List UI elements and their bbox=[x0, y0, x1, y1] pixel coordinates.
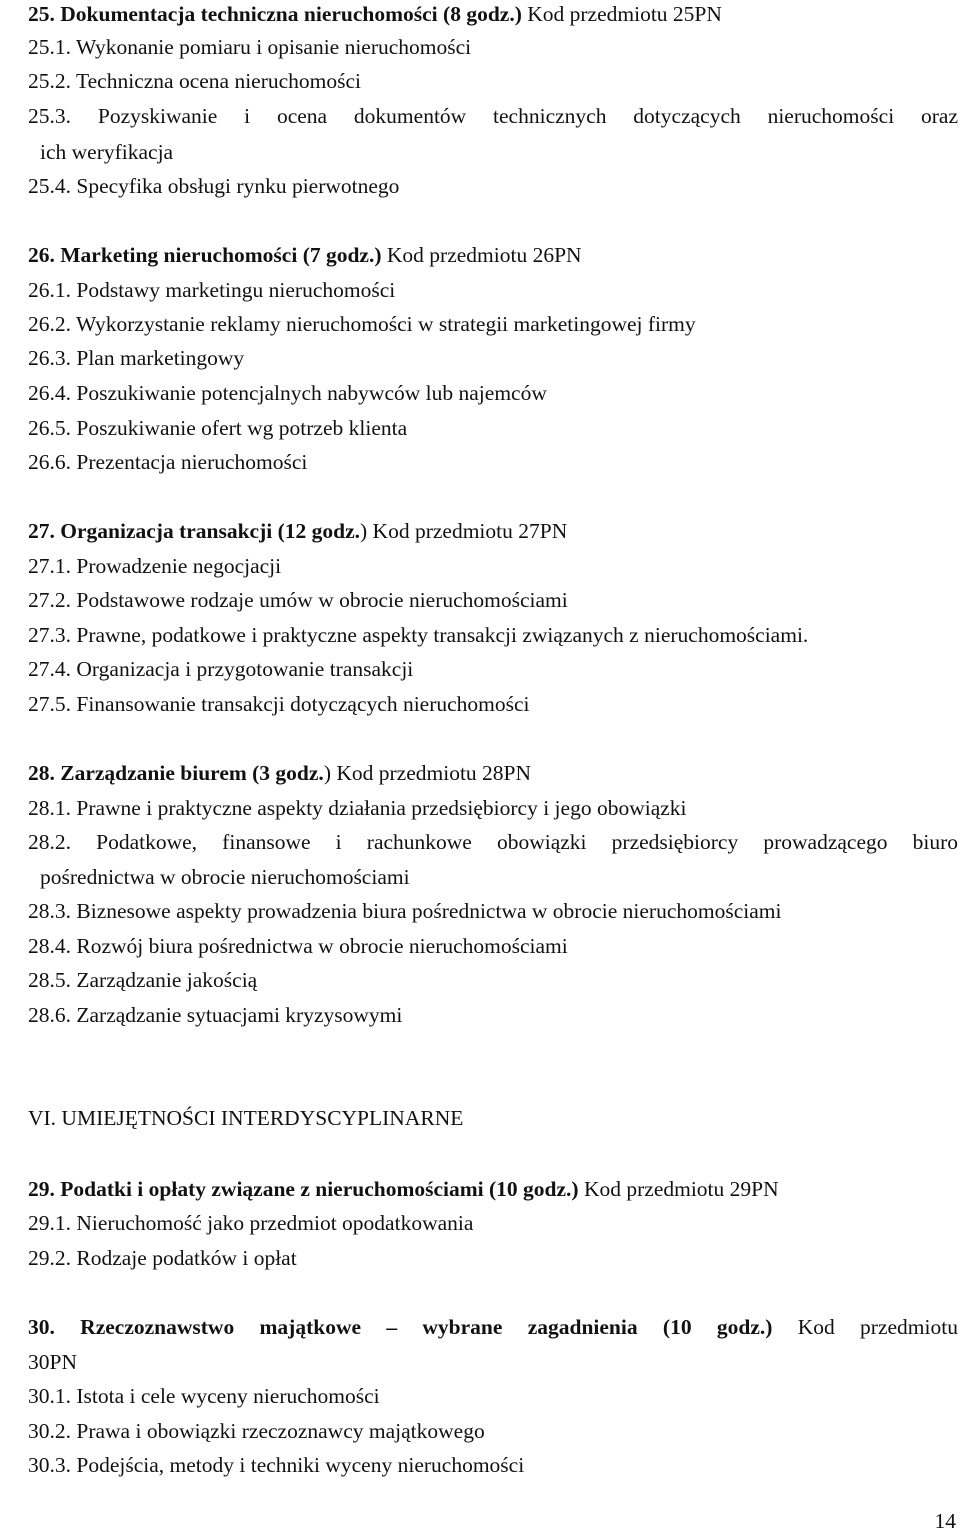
section-heading-30-continuation: 30PN bbox=[28, 1350, 77, 1374]
list-item: 30.3. Podejścia, metody i techniki wyceny nieruchomości bbox=[28, 1453, 525, 1477]
list-item: 29.2. Rodzaje podatków i opłat bbox=[28, 1246, 297, 1270]
list-item: 28.4. Rozwój biura pośrednictwa w obrocie nieruchomościami bbox=[28, 934, 568, 958]
list-item: 26.1. Podstawy marketingu nieruchomości bbox=[28, 278, 396, 302]
list-item: 27.1. Prowadzenie negocjacji bbox=[28, 554, 282, 578]
list-item: 25.3. Pozyskiwanie i ocena dokumentów technicznych dotyczących nieruchomości oraz bbox=[28, 104, 959, 128]
section-heading-30: 30. Rzeczoznawstwo majątkowe – wybrane zagadnienia (10 godz.) Kod przedmiotu bbox=[28, 1315, 958, 1339]
section-heading-25: 25. Dokumentacja techniczna nieruchomości (8 godz.) Kod przedmiotu 25PN bbox=[28, 2, 722, 26]
list-item: 26.4. Poszukiwanie potencjalnych nabywców lub najemców bbox=[28, 381, 547, 405]
list-item: 27.3. Prawne, podatkowe i praktyczne aspekty transakcji związanych z nieruchomościami. bbox=[28, 623, 809, 647]
list-item: 29.1. Nieruchomość jako przedmiot opodatkowania bbox=[28, 1211, 474, 1235]
list-item: 28.1. Prawne i praktyczne aspekty działania przedsiębiorcy i jego obowiązki bbox=[28, 796, 687, 820]
list-item: 27.2. Podstawowe rodzaje umów w obrocie nieruchomościami bbox=[28, 588, 568, 612]
list-item: 26.6. Prezentacja nieruchomości bbox=[28, 450, 308, 474]
part-heading: VI. UMIEJĘTNOŚCI INTERDYSCYPLINARNE bbox=[28, 1106, 464, 1130]
list-item: 25.4. Specyfika obsługi rynku pierwotnego bbox=[28, 174, 400, 198]
list-item: 30.1. Istota i cele wyceny nieruchomości bbox=[28, 1384, 380, 1408]
page-number: 14 bbox=[934, 1509, 956, 1533]
list-item: 26.2. Wykorzystanie reklamy nieruchomości w strategii marketingowej firmy bbox=[28, 312, 696, 336]
list-item: 28.2. Podatkowe, finansowe i rachunkowe obowiązki przedsiębiorcy prowadzącego biuro bbox=[28, 830, 959, 854]
section-heading-29: 29. Podatki i opłaty związane z nieruchomościami (10 godz.) Kod przedmiotu 29PN bbox=[28, 1177, 779, 1201]
list-item-continuation: ich weryfikacja bbox=[40, 140, 174, 164]
list-item: 27.4. Organizacja i przygotowanie transakcji bbox=[28, 657, 414, 681]
section-heading-28: 28. Zarządzanie biurem (3 godz.) Kod przedmiotu 28PN bbox=[28, 761, 532, 785]
list-item: 25.2. Techniczna ocena nieruchomości bbox=[28, 69, 362, 93]
list-item: 28.5. Zarządzanie jakością bbox=[28, 968, 258, 992]
list-item: 26.5. Poszukiwanie ofert wg potrzeb klienta bbox=[28, 416, 408, 440]
list-item: 28.3. Biznesowe aspekty prowadzenia biura pośrednictwa w obrocie nieruchomościami bbox=[28, 899, 782, 923]
section-heading-27: 27. Organizacja transakcji (12 godz.) Kod przedmiotu 27PN bbox=[28, 519, 568, 543]
section-heading-26: 26. Marketing nieruchomości (7 godz.) Kod przedmiotu 26PN bbox=[28, 243, 582, 267]
list-item-continuation: pośrednictwa w obrocie nieruchomościami bbox=[40, 865, 410, 889]
list-item: 30.2. Prawa i obowiązki rzeczoznawcy majątkowego bbox=[28, 1419, 485, 1443]
list-item: 26.3. Plan marketingowy bbox=[28, 346, 245, 370]
list-item: 25.1. Wykonanie pomiaru i opisanie nieruchomości bbox=[28, 35, 472, 59]
list-item: 28.6. Zarządzanie sytuacjami kryzysowymi bbox=[28, 1003, 403, 1027]
list-item: 27.5. Finansowanie transakcji dotyczących nieruchomości bbox=[28, 692, 530, 716]
